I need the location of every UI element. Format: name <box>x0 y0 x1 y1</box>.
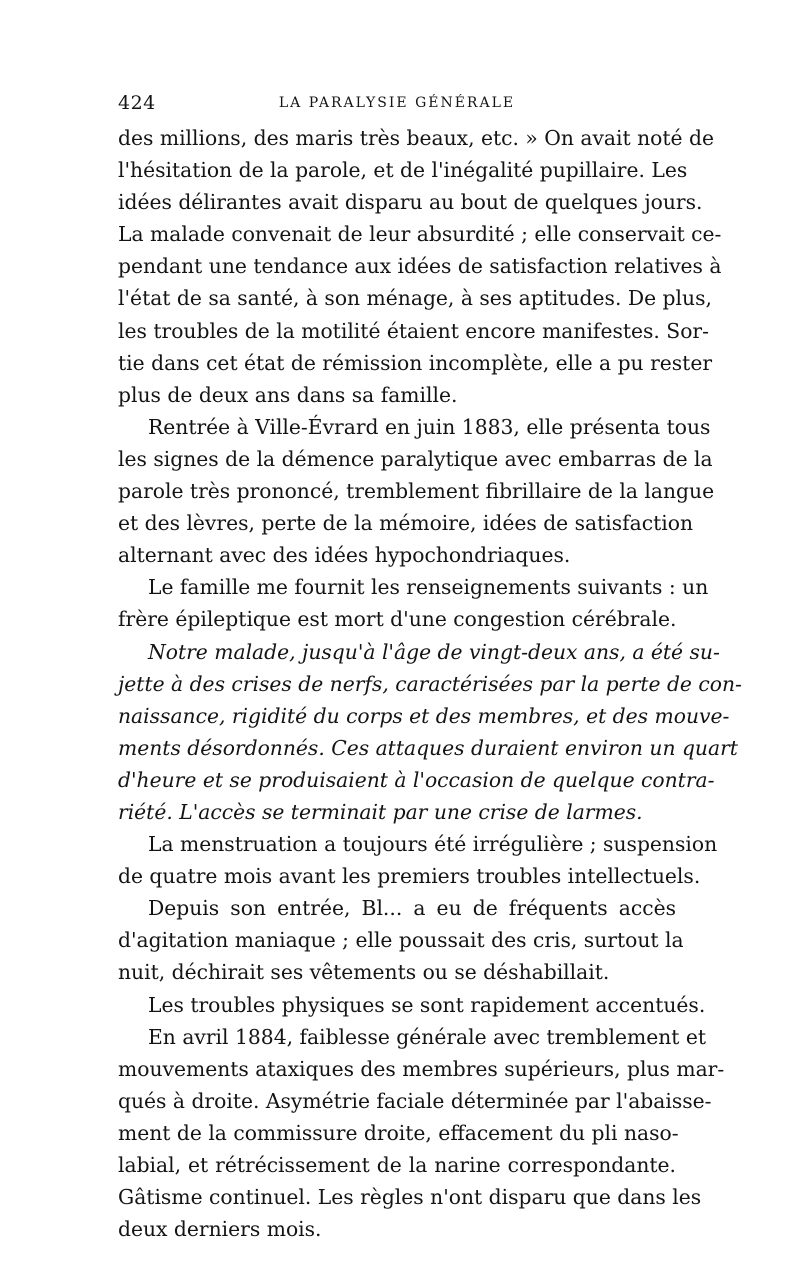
paragraph-start-line: La menstruation a toujours été irrégulière ; suspension <box>148 832 718 857</box>
text-line: l'état de sa santé, à son ménage, à ses aptitudes. De plus, <box>118 286 712 311</box>
text-line: mouvements ataxiques des membres supérieurs, plus mar- <box>118 1056 725 1081</box>
text-line: labial, et rétrécissement de la narine correspondante. <box>118 1153 676 1177</box>
text-line: de quatre mois avant les premiers troubles intellectuels. <box>118 864 701 889</box>
text-line: alternant avec des idées hypochondriaques. <box>118 543 571 568</box>
italic-text-line: d'heure et se produisaient à l'occasion de quelque contra- <box>118 767 715 792</box>
body-text <box>118 122 742 1245</box>
text-line: plus de deux ans dans sa famille. <box>118 382 458 407</box>
italic-text-line: riété. L'accès se terminait par une crise de larmes. <box>118 799 643 824</box>
text-line: l'hésitation de la parole, et de l'inégalité pupillaire. Les <box>118 158 688 183</box>
paragraph-start-line: Les troubles physiques se sont rapidement accentués. <box>148 992 706 1017</box>
page-number: 424 <box>118 92 156 114</box>
text-line: deux derniers mois. <box>118 1217 322 1242</box>
italic-text-line: naissance, rigidité du corps et des membres, et des mouve- <box>118 703 730 728</box>
text-line: des millions, des maris très beaux, etc. » On avait noté de <box>118 126 714 150</box>
running-head: LA PARALYSIE GÉNÉRALE <box>278 95 516 111</box>
text-line: Gâtisme continuel. Les règles n'ont disparu que dans les <box>118 1185 702 1210</box>
text-line: La malade convenait de leur absurdité ; elle conservait ce- <box>118 222 722 247</box>
page-header <box>118 92 676 120</box>
text-line: parole très prononcé, tremblement fibrillaire de la langue <box>118 479 715 504</box>
paragraph-start-line: Rentrée à Ville-Évrard en juin 1883, elle présenta tous <box>148 414 711 439</box>
text-line: ment de la commissure droite, effacement du pli naso- <box>118 1120 679 1145</box>
text-line: nuit, déchirait ses vêtements ou se déshabillait. <box>118 960 610 985</box>
paragraph-start-line: En avril 1884, faiblesse générale avec tremblement et <box>148 1024 707 1049</box>
text-line: pendant une tendance aux idées de satisfaction relatives à <box>118 254 722 279</box>
italic-text-line: ments désordonnés. Ces attaques duraient environ un quart <box>118 735 738 760</box>
text-line: d'agitation maniaque ; elle poussait des cris, surtout la <box>118 928 684 953</box>
text-line: les signes de la démence paralytique avec embarras de la <box>118 446 713 471</box>
italic-paragraph-start-line: Notre malade, jusqu'à l'âge de vingt-deux ans, a été su- <box>148 639 720 664</box>
text-line: qués à droite. Asymétrie faciale déterminée par l'abaisse- <box>118 1088 712 1113</box>
text-line: tie dans cet état de rémission incomplète, elle a pu rester <box>118 350 713 375</box>
paragraph-start-line: Depuis son entrée, Bl... a eu de fréquents accès <box>148 896 676 921</box>
text-line: idées délirantes avait disparu au bout de quelques jours. <box>118 190 703 215</box>
text-line: frère épileptique est mort d'une congestion cérébrale. <box>118 607 677 632</box>
text-line: et des lèvres, perte de la mémoire, idées de satisfaction <box>118 511 694 536</box>
italic-text-line: jette à des crises de nerfs, caractérisées par la perte de con- <box>118 671 742 696</box>
paragraph-start-line: Le famille me fournit les renseignements suivants : un <box>148 575 709 600</box>
text-line: les troubles de la motilité étaient encore manifestes. Sor- <box>118 318 709 343</box>
